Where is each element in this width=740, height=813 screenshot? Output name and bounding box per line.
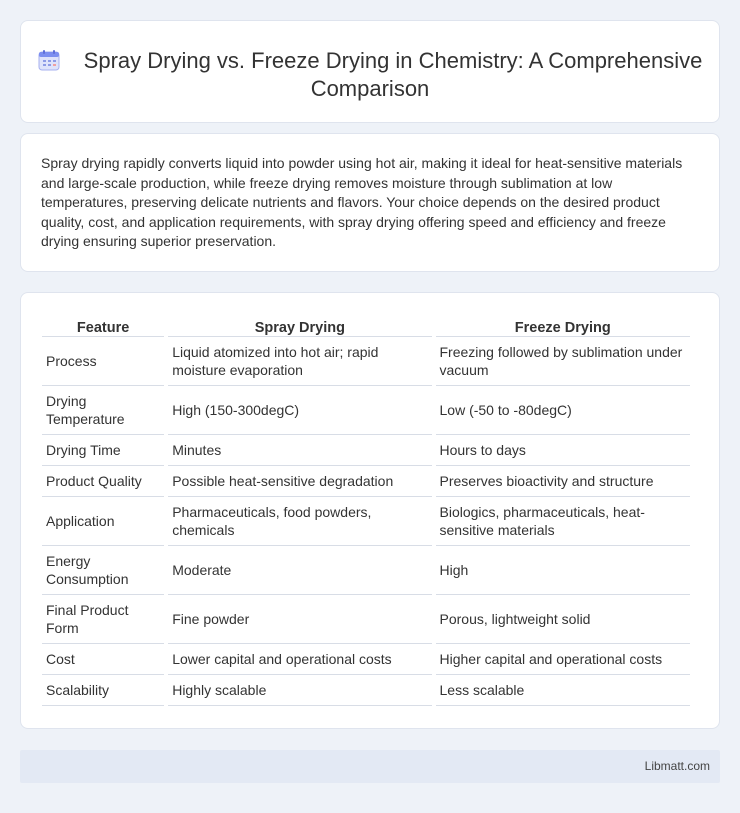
freeze-drying-cell: Hours to days <box>436 435 691 466</box>
freeze-drying-cell: Less scalable <box>436 675 691 706</box>
spray-drying-cell: Liquid atomized into hot air; rapid moisture evaporation <box>168 337 431 386</box>
freeze-drying-cell: Higher capital and operational costs <box>436 644 691 675</box>
page-title-wrap <box>21 47 719 103</box>
feature-cell: Drying Temperature <box>42 386 164 435</box>
freeze-drying-cell: Biologics, pharmaceuticals, heat-sensitive materials <box>436 497 691 546</box>
feature-cell: Drying Time <box>42 435 164 466</box>
feature-cell: Scalability <box>42 675 164 706</box>
comparison-table-card <box>20 292 720 729</box>
spray-drying-cell: Minutes <box>168 435 431 466</box>
table-row <box>42 497 690 546</box>
table-row <box>42 675 690 706</box>
table-header-row <box>42 317 690 337</box>
feature-cell: Final Product Form <box>42 595 164 644</box>
spray-drying-cell: Moderate <box>168 546 431 595</box>
freeze-drying-cell: Porous, lightweight solid <box>436 595 691 644</box>
spray-drying-cell: Highly scalable <box>168 675 431 706</box>
table-row <box>42 337 690 386</box>
feature-cell: Application <box>42 497 164 546</box>
spray-drying-cell: High (150-300degC) <box>168 386 431 435</box>
footer-bar <box>20 750 720 783</box>
calendar-icon <box>38 49 60 71</box>
spray-drying-cell: Fine powder <box>168 595 431 644</box>
header-card <box>20 20 720 123</box>
table-row <box>42 546 690 595</box>
footer-brand-link[interactable]: Libmatt.com <box>644 759 710 773</box>
freeze-drying-cell: Preserves bioactivity and structure <box>436 466 691 497</box>
table-row <box>42 595 690 644</box>
freeze-drying-cell: High <box>436 546 691 595</box>
feature-cell: Cost <box>42 644 164 675</box>
spray-drying-cell: Pharmaceuticals, food powders, chemicals <box>168 497 431 546</box>
table-row <box>42 435 690 466</box>
table-row <box>42 466 690 497</box>
header-feature: Feature <box>42 317 164 337</box>
freeze-drying-cell: Freezing followed by sublimation under vacuum <box>436 337 691 386</box>
header-spray-drying: Spray Drying <box>168 317 431 337</box>
freeze-drying-cell: Low (-50 to -80degC) <box>436 386 691 435</box>
summary-card <box>20 133 720 272</box>
summary-text: Spray drying rapidly converts liquid into powder using hot air, making it ideal for heat-sensitive materials and large-scale production, while freeze drying removes moisture through sublimation at low temperatures, preserving delicate nutrients and flavors. Your choice depends on the desired product quality, cost, and application requirements, with spray drying offering speed and efficiency and freeze drying ensuring superior preservation. <box>41 155 683 249</box>
page-title: Spray Drying vs. Freeze Drying in Chemistry: A Comprehensive Comparison <box>83 48 703 101</box>
spray-drying-cell: Lower capital and operational costs <box>168 644 431 675</box>
feature-cell: Product Quality <box>42 466 164 497</box>
header-freeze-drying: Freeze Drying <box>436 317 691 337</box>
comparison-table <box>38 317 694 706</box>
table-row <box>42 386 690 435</box>
feature-cell: Energy Consumption <box>42 546 164 595</box>
table-row <box>42 644 690 675</box>
spray-drying-cell: Possible heat-sensitive degradation <box>168 466 431 497</box>
feature-cell: Process <box>42 337 164 386</box>
